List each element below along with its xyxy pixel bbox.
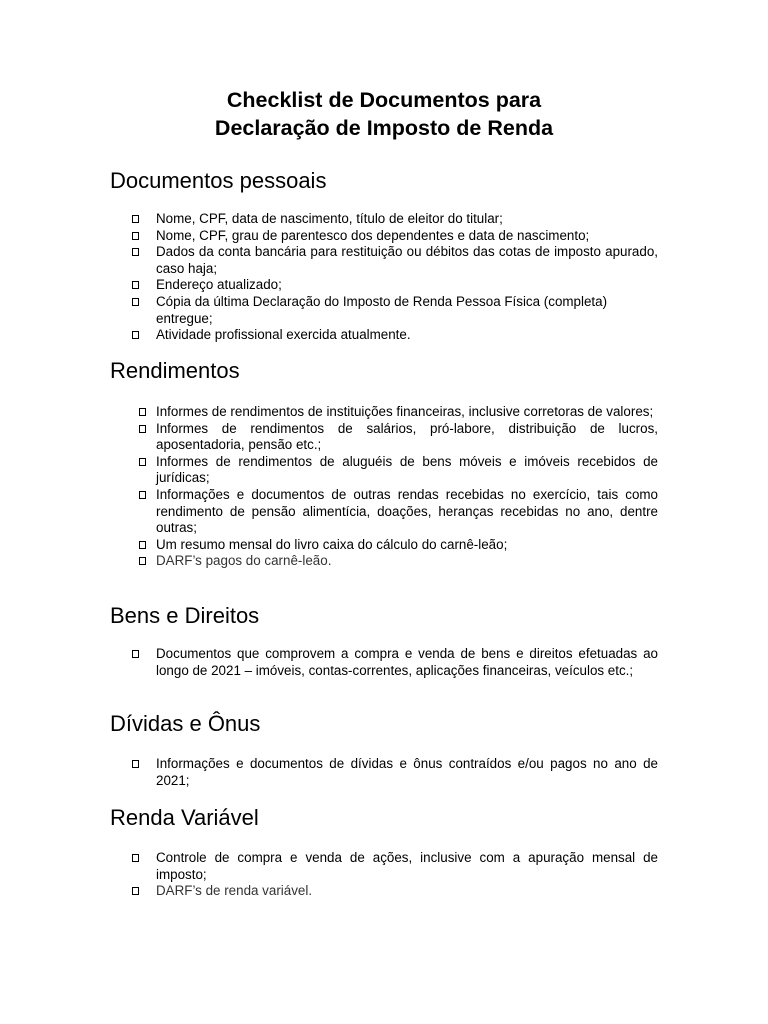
- section-heading-dividas-e-onus: Dívidas e Ônus: [110, 711, 261, 736]
- checklist-item-text: Endereço atualizado;: [156, 277, 282, 293]
- checkbox-icon: [132, 887, 139, 895]
- checklist-item: [110, 883, 658, 900]
- checklist-item-text: Informes de rendimentos de salários, pró-labore, distribuição de lucros, aposentadoria, pensão etc.;: [156, 420, 658, 453]
- section-heading-documentos-pessoais: Documentos pessoais: [110, 168, 327, 193]
- checklist-item: [110, 211, 658, 228]
- checkbox-icon: [132, 650, 139, 658]
- section-heading-rendimentos: Rendimentos: [110, 358, 240, 383]
- checklist-item-text: DARF’s pagos do carnê-leão.: [156, 553, 332, 569]
- checklist-renda-variavel: [110, 850, 658, 900]
- checklist-item: [110, 487, 658, 537]
- title-line-1: Checklist de Documentos para: [226, 88, 542, 112]
- checklist-item-text: Cópia da última Declaração do Imposto de Renda Pessoa Física (completa) entregue;: [156, 293, 608, 326]
- checklist-item-text: Nome, CPF, data de nascimento, título de eleitor do titular;: [156, 211, 503, 226]
- checklist-item-text: Informações e documentos de outras rendas recebidas no exercício, tais como rendimento de pensão alimentícia, doações, heranças recebidas no ano, dentre outras;: [156, 486, 658, 536]
- checklist-item: [110, 553, 658, 570]
- checkbox-icon: [139, 425, 146, 433]
- checklist-dividas-e-onus: [110, 756, 658, 789]
- checklist-item: [110, 646, 658, 679]
- checkbox-icon: [139, 408, 146, 416]
- checklist-item: [110, 421, 658, 454]
- checklist-item: [110, 756, 658, 789]
- section-heading-bens-e-direitos: Bens e Direitos: [110, 603, 260, 628]
- checklist-item-text: Controle de compra e venda de ações, inclusive com a apuração mensal de imposto;: [156, 850, 658, 882]
- checklist-item: [110, 454, 658, 487]
- checklist-rendimentos: [110, 404, 658, 570]
- checklist-item-text: Informes de rendimentos de aluguéis de bens móveis e imóveis recebidos de jurídicas;: [156, 453, 658, 486]
- checklist-item-text: Documentos que comprovem a compra e venda de bens e direitos efetuadas ao longo de 2021 – imóveis, contas-correntes, aplicações financeiras, veículos etc.;: [156, 646, 658, 678]
- section-heading-renda-variavel: Renda Variável: [110, 805, 259, 830]
- checklist-item-text: Um resumo mensal do livro caixa do cálculo do carnê-leão;: [156, 536, 508, 552]
- checkbox-icon: [139, 458, 146, 466]
- checklist-item: [110, 850, 658, 883]
- checklist-item: [110, 228, 658, 245]
- checkbox-icon: [132, 854, 139, 862]
- checkbox-icon: [132, 248, 139, 256]
- checklist-item-text: Nome, CPF, grau de parentesco dos dependentes e data de nascimento;: [156, 227, 590, 243]
- checklist-item-text: Dados da conta bancária para restituição ou débitos das cotas de imposto apurado, caso haja;: [156, 244, 658, 276]
- checklist-item-text: Informações e documentos de dívidas e ônus contraídos e/ou pagos no ano de 2021;: [156, 756, 658, 788]
- checkbox-icon: [132, 331, 139, 339]
- checkbox-icon: [139, 557, 146, 565]
- checkbox-icon: [139, 541, 146, 549]
- checklist-item: [110, 294, 658, 327]
- checklist-item-text: DARF’s de renda variável.: [156, 883, 313, 899]
- checkbox-icon: [139, 491, 146, 499]
- title-line-2: Declaração de Imposto de Renda: [214, 116, 554, 140]
- checklist-item: [110, 404, 658, 421]
- document-title: [0, 86, 768, 142]
- checkbox-icon: [132, 281, 139, 289]
- checklist-bens-e-direitos: [110, 646, 658, 679]
- checkbox-icon: [132, 298, 139, 306]
- checkbox-icon: [132, 215, 139, 223]
- checklist-documentos-pessoais: [110, 211, 658, 344]
- checklist-item-text: Atividade profissional exercida atualmente.: [156, 327, 411, 343]
- checkbox-icon: [132, 232, 139, 240]
- checklist-item-text: Informes de rendimentos de instituições financeiras, inclusive corretoras de valores;: [156, 404, 654, 419]
- checklist-item: [110, 537, 658, 554]
- checklist-item: [110, 327, 658, 344]
- checklist-item: [110, 244, 658, 277]
- checklist-item: [110, 277, 658, 294]
- checkbox-icon: [132, 760, 139, 768]
